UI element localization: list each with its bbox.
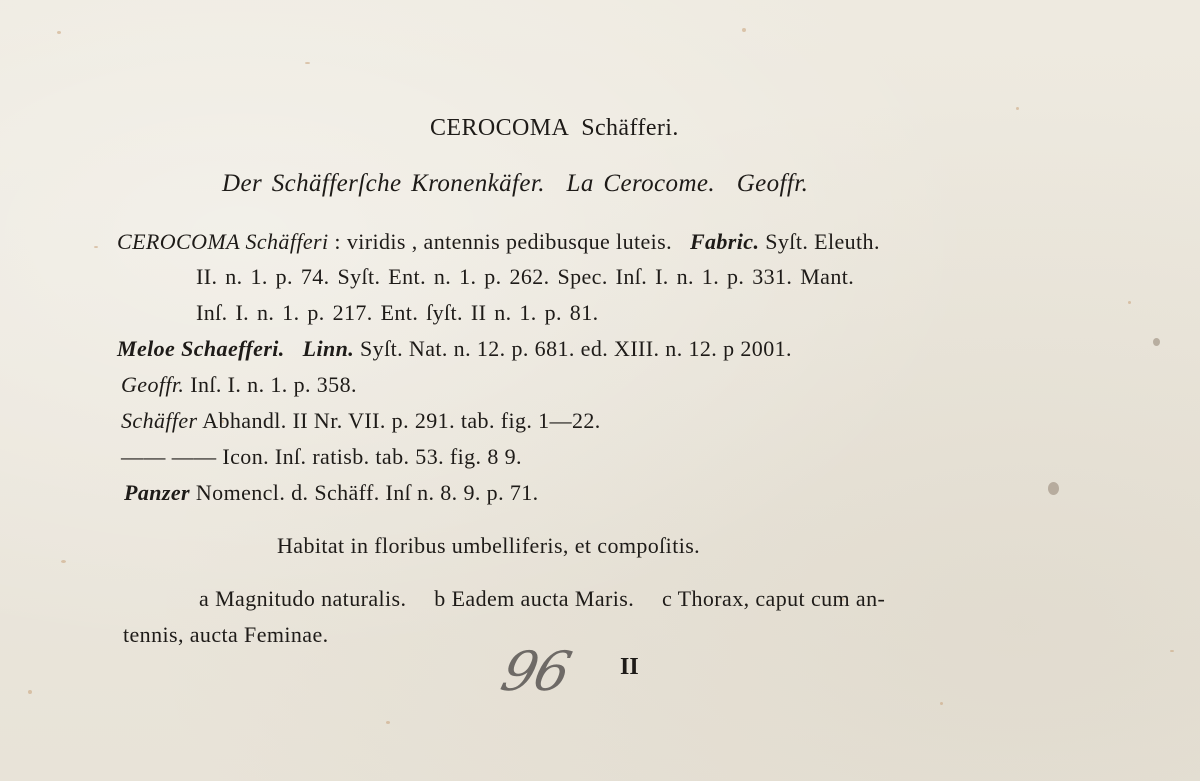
entry-linn-name: Meloe Schaefferi. — [117, 336, 285, 361]
entry-panzer-ref: Nomencl. d. Schäff. Inſ n. 8. 9. p. 71. — [195, 480, 539, 505]
title-species: Schäfferi. — [581, 115, 679, 141]
entry-icon-dash: —— —— — [121, 444, 217, 469]
entry-schaeffer-ref: Abhandl. II Nr. VII. p. 291. tab. fig. 1—22. — [202, 408, 601, 433]
entry-geoffr-author: Geoffr. — [121, 372, 185, 397]
entry-fabric-desc: : viridis , antennis pedibusque luteis. — [334, 229, 673, 254]
entry-geoffr-ref: Inſ. I. n. 1. p. 358. — [190, 372, 357, 397]
entry-fabric — [117, 231, 880, 253]
entry-fabric-ref: Syſt. Eleuth. — [765, 229, 880, 254]
entry-geoffr — [121, 374, 357, 396]
entry-fabric-name: CEROCOMA Schäfferi — [117, 229, 329, 254]
handwritten-page-number: 96 — [495, 640, 576, 703]
legend-c-cont: tennis, aucta Feminae. — [123, 622, 329, 647]
habitat: Habitat in floribus umbelliferis, et compoſitis. — [277, 533, 701, 558]
figure-legend — [199, 588, 885, 610]
entry-panzer-author: Panzer — [124, 480, 190, 505]
page-subtitle — [222, 171, 808, 196]
subtitle-german: Der Schäfferſche Kronenkäfer. — [222, 170, 545, 197]
entry-fabric-cont1: II. n. 1. p. 74. Syſt. Ent. n. 1. p. 262. Spec. Inſ. I. n. 1. p. 331. Mant. — [196, 264, 855, 289]
entry-schaeffer-author: Schäffer — [121, 408, 198, 433]
entry-fabric-cont2: Inſ. I. n. 1. p. 217. Ent. ſyſt. II n. 1. p. 81. — [196, 300, 599, 325]
legend-a: a Magnitudo naturalis. — [199, 586, 407, 611]
entry-icon-ref: Icon. Inſ. ratisb. tab. 53. fig. 8 9. — [222, 444, 522, 469]
entry-linn-author: Linn. — [302, 336, 355, 361]
entry-icon — [121, 446, 522, 468]
entry-linn-ref: Syſt. Nat. n. 12. p. 681. ed. XIII. n. 12. p 2001. — [360, 336, 792, 361]
legend-c: c Thorax, caput cum an- — [662, 586, 886, 611]
subtitle-author: Geoffr. — [736, 170, 809, 197]
title-genus: CEROCOMA — [430, 115, 570, 141]
entry-schaeffer — [121, 410, 601, 432]
page-title — [430, 116, 679, 140]
legend-b: b Eadem aucta Maris. — [434, 586, 635, 611]
entry-linn — [117, 338, 792, 360]
entry-fabric-author: Fabric. — [689, 229, 760, 254]
entry-panzer — [124, 482, 539, 504]
subtitle-french: La Cerocome. — [566, 170, 716, 197]
page-number: II — [620, 654, 639, 680]
